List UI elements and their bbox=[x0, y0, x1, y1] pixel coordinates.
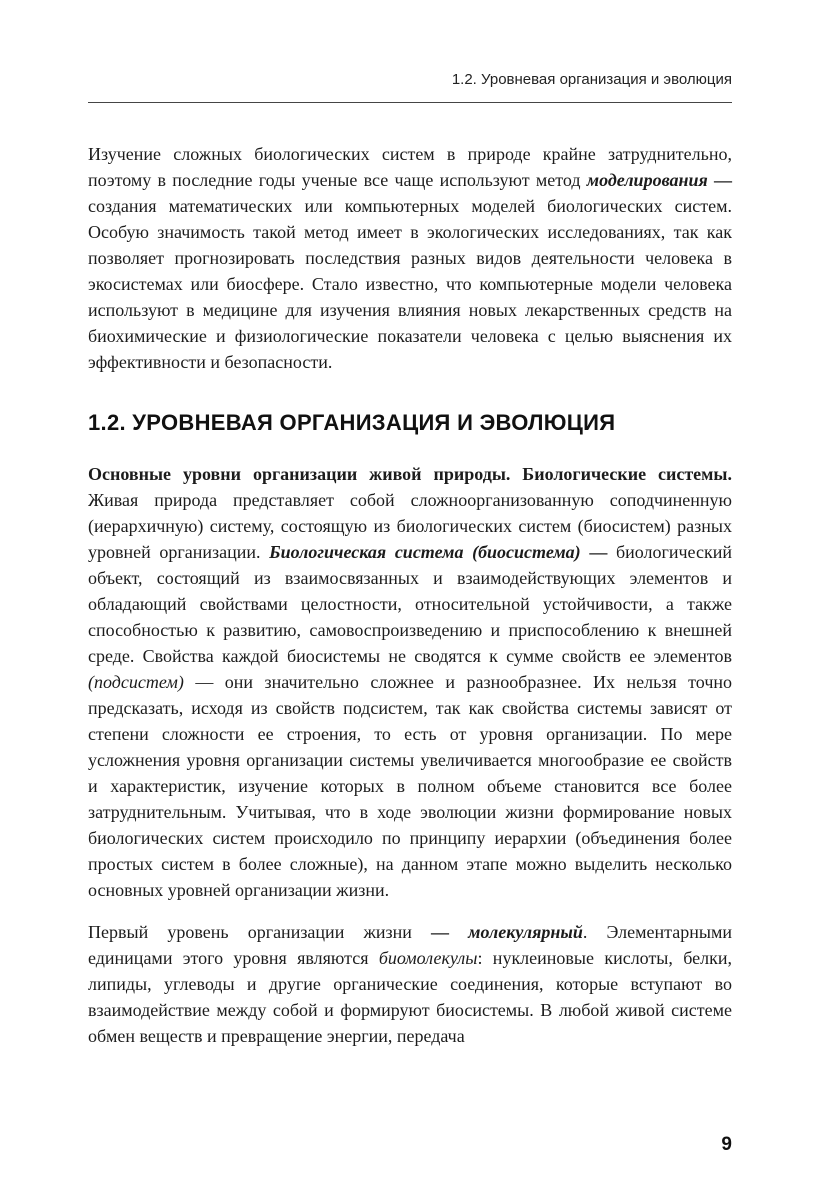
text-segment: Живая природа представляет собой сложноорганизованную соподчиненную (иерархичную) систему, состоящую из биологических систем (биосистем) разных уровней организации. bbox=[88, 490, 732, 562]
page-header bbox=[88, 70, 732, 90]
text-segment: — они значительно сложнее и разнообразнее. Их нельзя точно предсказать, исходя из свойств подсистем, так как свойства системы зависят от степени сложности ее строения, то есть от уровня организации. По мере усложнения уровня организации системы увеличивается многообразие ее свойств и характеристик, изучение которых в полном объеме становится все более затруднительным. Учитывая, что в ходе эволюции жизни формирование новых биологических систем происходило по принципу иерархии (объединения более простых систем в более сложные), на данном этапе можно выделить несколько основных уровней организации жизни. bbox=[88, 672, 732, 900]
section-heading: 1.2. УРОВНЕВАЯ ОРГАНИЗАЦИЯ И ЭВОЛЮЦИЯ bbox=[88, 410, 616, 435]
text-segment: — bbox=[580, 542, 616, 562]
text-segment: создания математических или компьютерных моделей биологических систем. Особую значимость такой метод имеет в экологических исследованиях, так как позволяет прогнозировать последствия разных видов деятельности человека в экосистемах или биосфере. Стало известно, что компьютерные модели человека используют в медицине для изучения влияния новых лекарственных средств на биохимические и физиологические показатели человека с целью выяснения их эффективности и безопасности. bbox=[88, 196, 732, 372]
paragraph bbox=[88, 141, 732, 375]
text-segment: молекулярный bbox=[468, 922, 583, 942]
page-content bbox=[88, 141, 732, 1049]
header-rule bbox=[88, 102, 732, 103]
paragraph bbox=[88, 919, 732, 1049]
text-segment: моделирования bbox=[586, 170, 708, 190]
text-segment: — bbox=[707, 170, 733, 190]
paragraph bbox=[88, 461, 732, 903]
text-segment: биологический объект, состоящий из взаимосвязанных и взаимодействующих элементов и обладающий свойствами целостности, относительной устойчивости, а также способностью к развитию, самовоспроизведению и приспособлению к внешней среде. Свойства каждой биосистемы не сводятся к сумме свойств ее элементов bbox=[88, 542, 732, 666]
text-segment: биомолекулы bbox=[378, 948, 478, 968]
text-segment: Изучение сложных биологических систем в природе крайне затруднительно, поэтому в последние годы ученые все чаще используют метод bbox=[88, 144, 732, 190]
text-segment: — bbox=[431, 922, 469, 942]
text-segment: . Элементарными единицами этого уровня являются bbox=[88, 922, 732, 968]
text-segment: (подсистем) bbox=[88, 672, 184, 692]
text-segment: : нуклеиновые кислоты, белки, липиды, углеводы и другие органические соединения, которые вступают во взаимодействие между собой и формируют биосистемы. В любой живой системе обмен веществ и превращение энергии, передача bbox=[88, 948, 732, 1046]
text-segment: Первый уровень организации жизни bbox=[88, 922, 432, 942]
text-segment: Биологическая система (биосистема) bbox=[269, 542, 581, 562]
page-number: 9 bbox=[721, 1134, 732, 1155]
text-segment: Основные уровни организации живой природы. Биологические системы. bbox=[88, 464, 732, 484]
running-head: 1.2. Уровневая организация и эволюция bbox=[451, 71, 732, 88]
